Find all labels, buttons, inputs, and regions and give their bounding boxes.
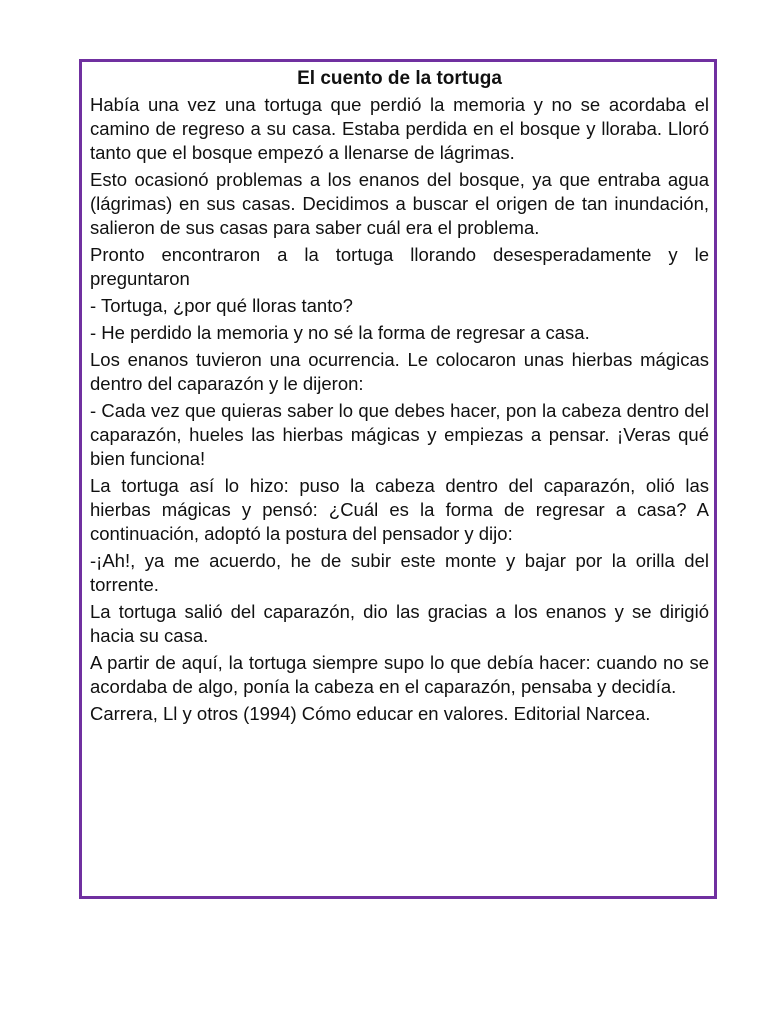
story-paragraph: La tortuga así lo hizo: puso la cabeza dentro del caparazón, olió las hierbas mágicas y pensó: ¿Cuál es la forma de regresar a casa? A continuación, adoptó la postura del pensador y dijo:: [90, 475, 709, 544]
story-frame: [79, 59, 717, 899]
story-paragraph: Los enanos tuvieron una ocurrencia. Le colocaron unas hierbas mágicas dentro del caparazón y le dijeron:: [90, 349, 709, 394]
story-paragraph: Esto ocasionó problemas a los enanos del bosque, ya que entraba agua (lágrimas) en sus casas. Decidimos a buscar el origen de tan inundación, salieron de sus casas para saber cuál era el problema.: [90, 169, 709, 238]
story-title: El cuento de la tortuga: [297, 68, 502, 89]
story-paragraph: Pronto encontraron a la tortuga llorando desesperadamente y le preguntaron: [90, 244, 709, 289]
citation: Carrera, Ll y otros (1994) Cómo educar en valores. Editorial Narcea.: [90, 703, 651, 724]
dialogue-line: - He perdido la memoria y no sé la forma de regresar a casa.: [90, 322, 590, 343]
dialogue-line: - Cada vez que quieras saber lo que debes hacer, pon la cabeza dentro del caparazón, hueles las hierbas mágicas y empiezas a pensar. ¡Veras qué bien funciona!: [90, 400, 709, 469]
dialogue-line: -¡Ah!, ya me acuerdo, he de subir este monte y bajar por la orilla del torrente.: [90, 550, 709, 595]
story-paragraph: La tortuga salió del caparazón, dio las gracias a los enanos y se dirigió hacia su casa.: [90, 601, 709, 646]
story-paragraph: Había una vez una tortuga que perdió la memoria y no se acordaba el camino de regreso a su casa. Estaba perdida en el bosque y lloraba. Lloró tanto que el bosque empezó a llenarse de lágrimas.: [90, 94, 709, 163]
story-content: [90, 67, 709, 729]
dialogue-line: - Tortuga, ¿por qué lloras tanto?: [90, 295, 353, 316]
story-paragraph: A partir de aquí, la tortuga siempre supo lo que debía hacer: cuando no se acordaba de algo, ponía la cabeza en el caparazón, pensaba y decidía.: [90, 652, 709, 697]
